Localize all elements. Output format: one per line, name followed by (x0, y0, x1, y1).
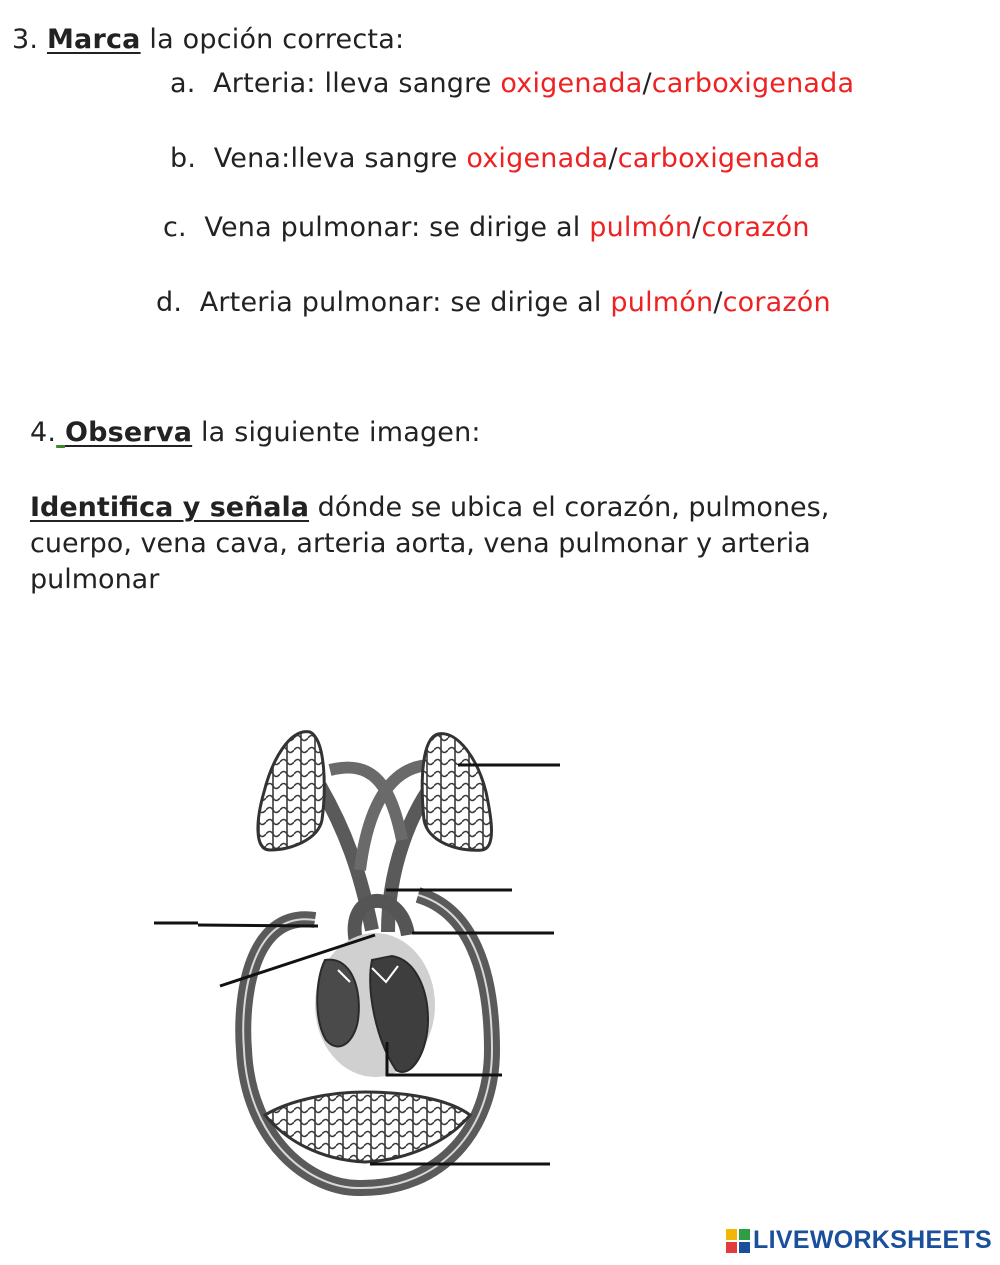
option-pulmon[interactable]: pulmón (589, 212, 693, 243)
q3-heading-rest: la opción correcta: (149, 24, 405, 55)
option-separator: / (692, 212, 702, 243)
item-letter: d. (156, 287, 183, 318)
q4-heading-rest: la siguiente imagen: (200, 417, 481, 448)
q4-number: 4. (30, 417, 57, 448)
right-lung (422, 734, 491, 851)
q3-heading (12, 24, 404, 55)
option-pulmon[interactable]: pulmón (610, 287, 714, 318)
q3-number: 3. (12, 24, 39, 55)
option-separator: / (608, 143, 618, 174)
liveworksheets-watermark (726, 1226, 992, 1255)
instruction-line-2: cuerpo, vena cava, arteria aorta, vena pulmonar y arteria (30, 528, 811, 559)
option-separator: / (642, 68, 652, 99)
instruction-line-3: pulmonar (30, 564, 160, 595)
instruction-line-1: dónde se ubica el corazón, pulmones, (317, 492, 830, 523)
option-corazon[interactable]: corazón (701, 212, 810, 243)
q4-instruction (30, 490, 960, 598)
item-letter: c. (163, 212, 187, 243)
item-letter: a. (170, 68, 196, 99)
option-carboxigenada[interactable]: carboxigenada (651, 68, 855, 99)
q3-item-c (163, 212, 810, 243)
body-capillaries (265, 1092, 470, 1162)
item-stem: Vena:lleva sangre (213, 143, 458, 174)
option-separator: / (713, 287, 723, 318)
left-lung (258, 732, 324, 850)
option-corazon[interactable]: corazón (722, 287, 831, 318)
liveworksheets-logo-icon (726, 1229, 750, 1253)
item-stem: Arteria pulmonar: se dirige al (199, 287, 602, 318)
item-letter: b. (170, 143, 197, 174)
q3-item-a (170, 68, 854, 99)
item-stem: Vena pulmonar: se dirige al (204, 212, 581, 243)
label-line-vena-cava-2 (198, 925, 318, 926)
circulatory-system-diagram (140, 720, 570, 1200)
item-stem: Arteria: lleva sangre (213, 68, 492, 99)
option-oxigenada[interactable]: oxigenada (466, 143, 609, 174)
q4-heading (30, 417, 481, 448)
watermark-text: LIVEWORKSHEETS (753, 1226, 992, 1254)
q3-item-b (170, 143, 820, 174)
q4-keyword: Observa (64, 417, 193, 448)
instruction-keyword: Identifica y señala (30, 492, 310, 523)
option-oxigenada[interactable]: oxigenada (500, 68, 643, 99)
option-carboxigenada[interactable]: carboxigenada (617, 143, 821, 174)
q3-item-d (156, 287, 831, 318)
q3-keyword: Marca (46, 24, 141, 55)
